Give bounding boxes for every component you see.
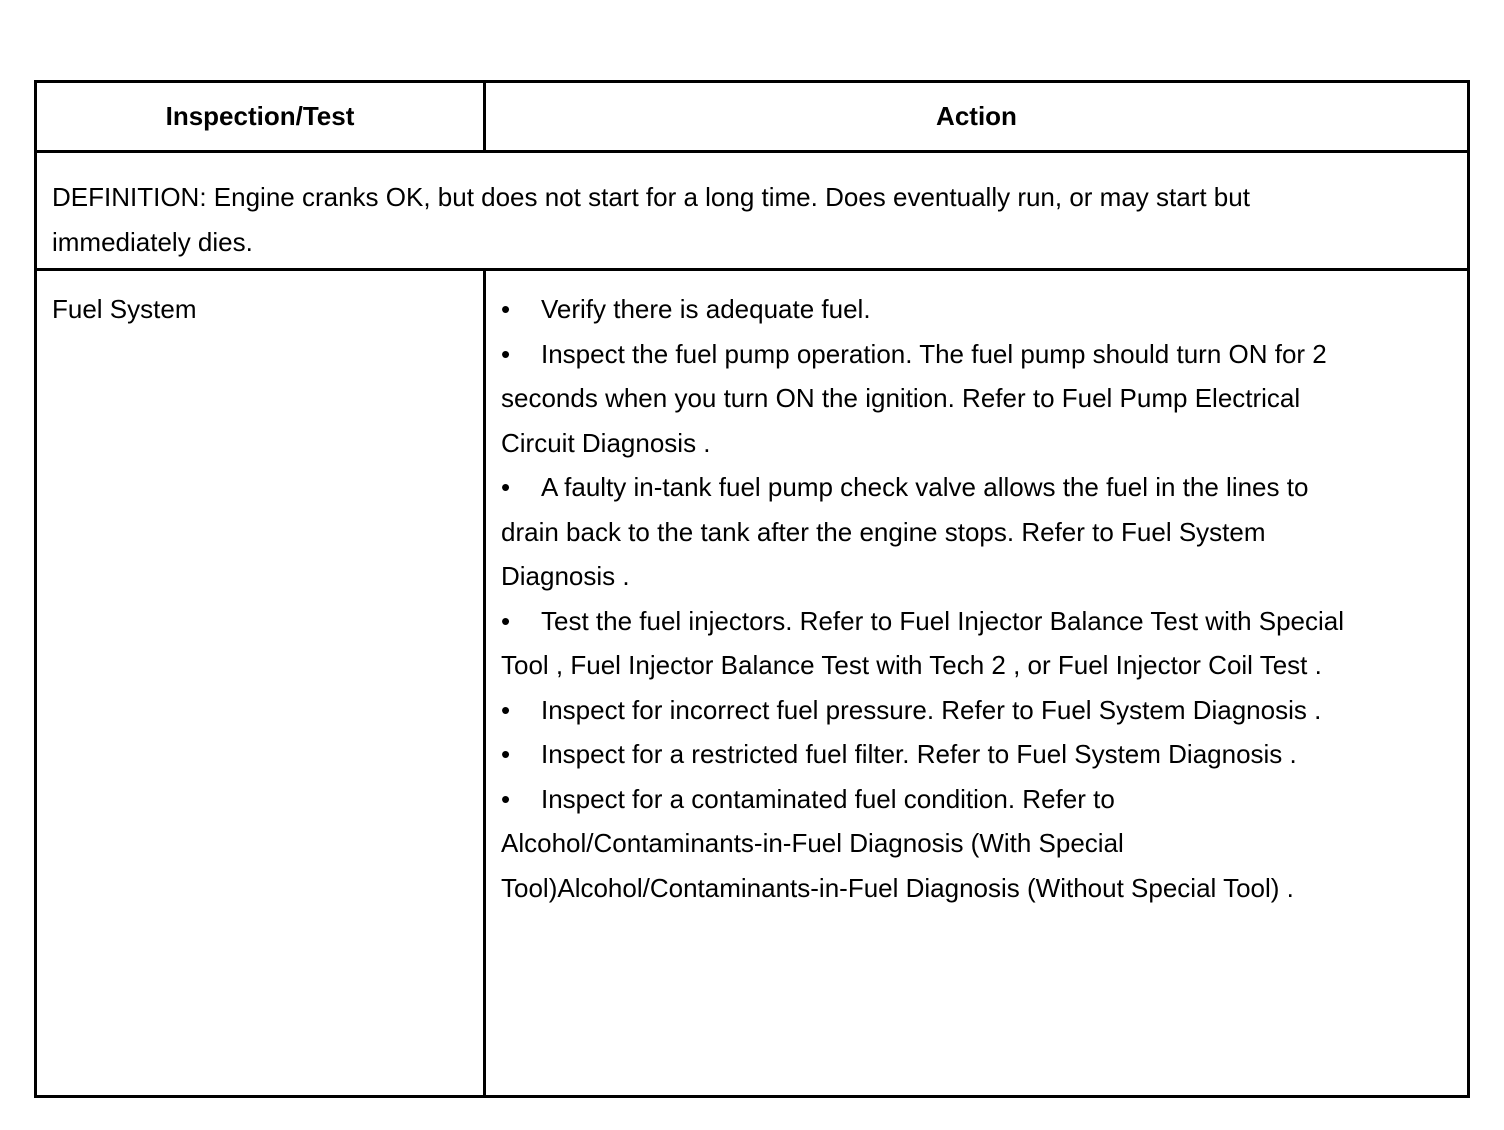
bullet: •	[501, 783, 511, 814]
action-text: Test the fuel injectors. Refer to Fuel Injector Balance Test with Special Tool , Fuel Injector Balance Test with Tech 2 , or Fuel Injector Coil Test .	[501, 605, 1345, 680]
bullet: •	[501, 739, 511, 769]
header-inspection-test: Inspection/Test	[37, 83, 486, 150]
action-cell	[486, 271, 1467, 1095]
bullet: •	[501, 338, 511, 369]
action-text: A faulty in-tank fuel pump check valve allows the fuel in the lines to drain back to the tank after the engine stops. Refer to Fuel System Diagnosis .	[501, 472, 1309, 591]
action-item-7	[501, 777, 1359, 911]
action-text: Inspect the fuel pump operation. The fuel pump should turn ON for 2 seconds when you turn ON the ignition. Refer to Fuel Pump Electrical Circuit Diagnosis .	[501, 338, 1327, 458]
action-item-2	[501, 332, 1359, 466]
header-action: Action	[936, 101, 1017, 131]
diagnosis-table	[34, 80, 1470, 1098]
bullet: •	[501, 472, 511, 502]
table-header-row	[37, 83, 1467, 153]
action-text: Inspect for a contaminated fuel condition. Refer to Alcohol/Contaminants-in-Fuel Diagnosis (With Special Tool)Alcohol/Contaminants-in-Fuel Diagnosis (Without Special Tool) .	[501, 783, 1294, 903]
action-text: Verify there is adequate fuel.	[541, 294, 871, 324]
bullet: •	[501, 605, 511, 636]
action-item-6	[501, 732, 1359, 777]
bullet: •	[501, 694, 511, 725]
action-item-4	[501, 599, 1359, 688]
action-item-5	[501, 688, 1359, 733]
table-row	[37, 271, 1467, 1095]
action-text: Inspect for a restricted fuel filter. Refer to Fuel System Diagnosis .	[541, 739, 1297, 769]
definition-row: DEFINITION: Engine cranks OK, but does not start for a long time. Does eventually run, or may start but immediately dies.	[37, 153, 1467, 271]
bullet: •	[501, 294, 511, 324]
action-item-1	[501, 287, 1359, 332]
inspection-cell: Fuel System	[37, 271, 486, 1095]
action-text: Inspect for incorrect fuel pressure. Refer to Fuel System Diagnosis .	[541, 694, 1322, 725]
action-item-3	[501, 465, 1359, 599]
